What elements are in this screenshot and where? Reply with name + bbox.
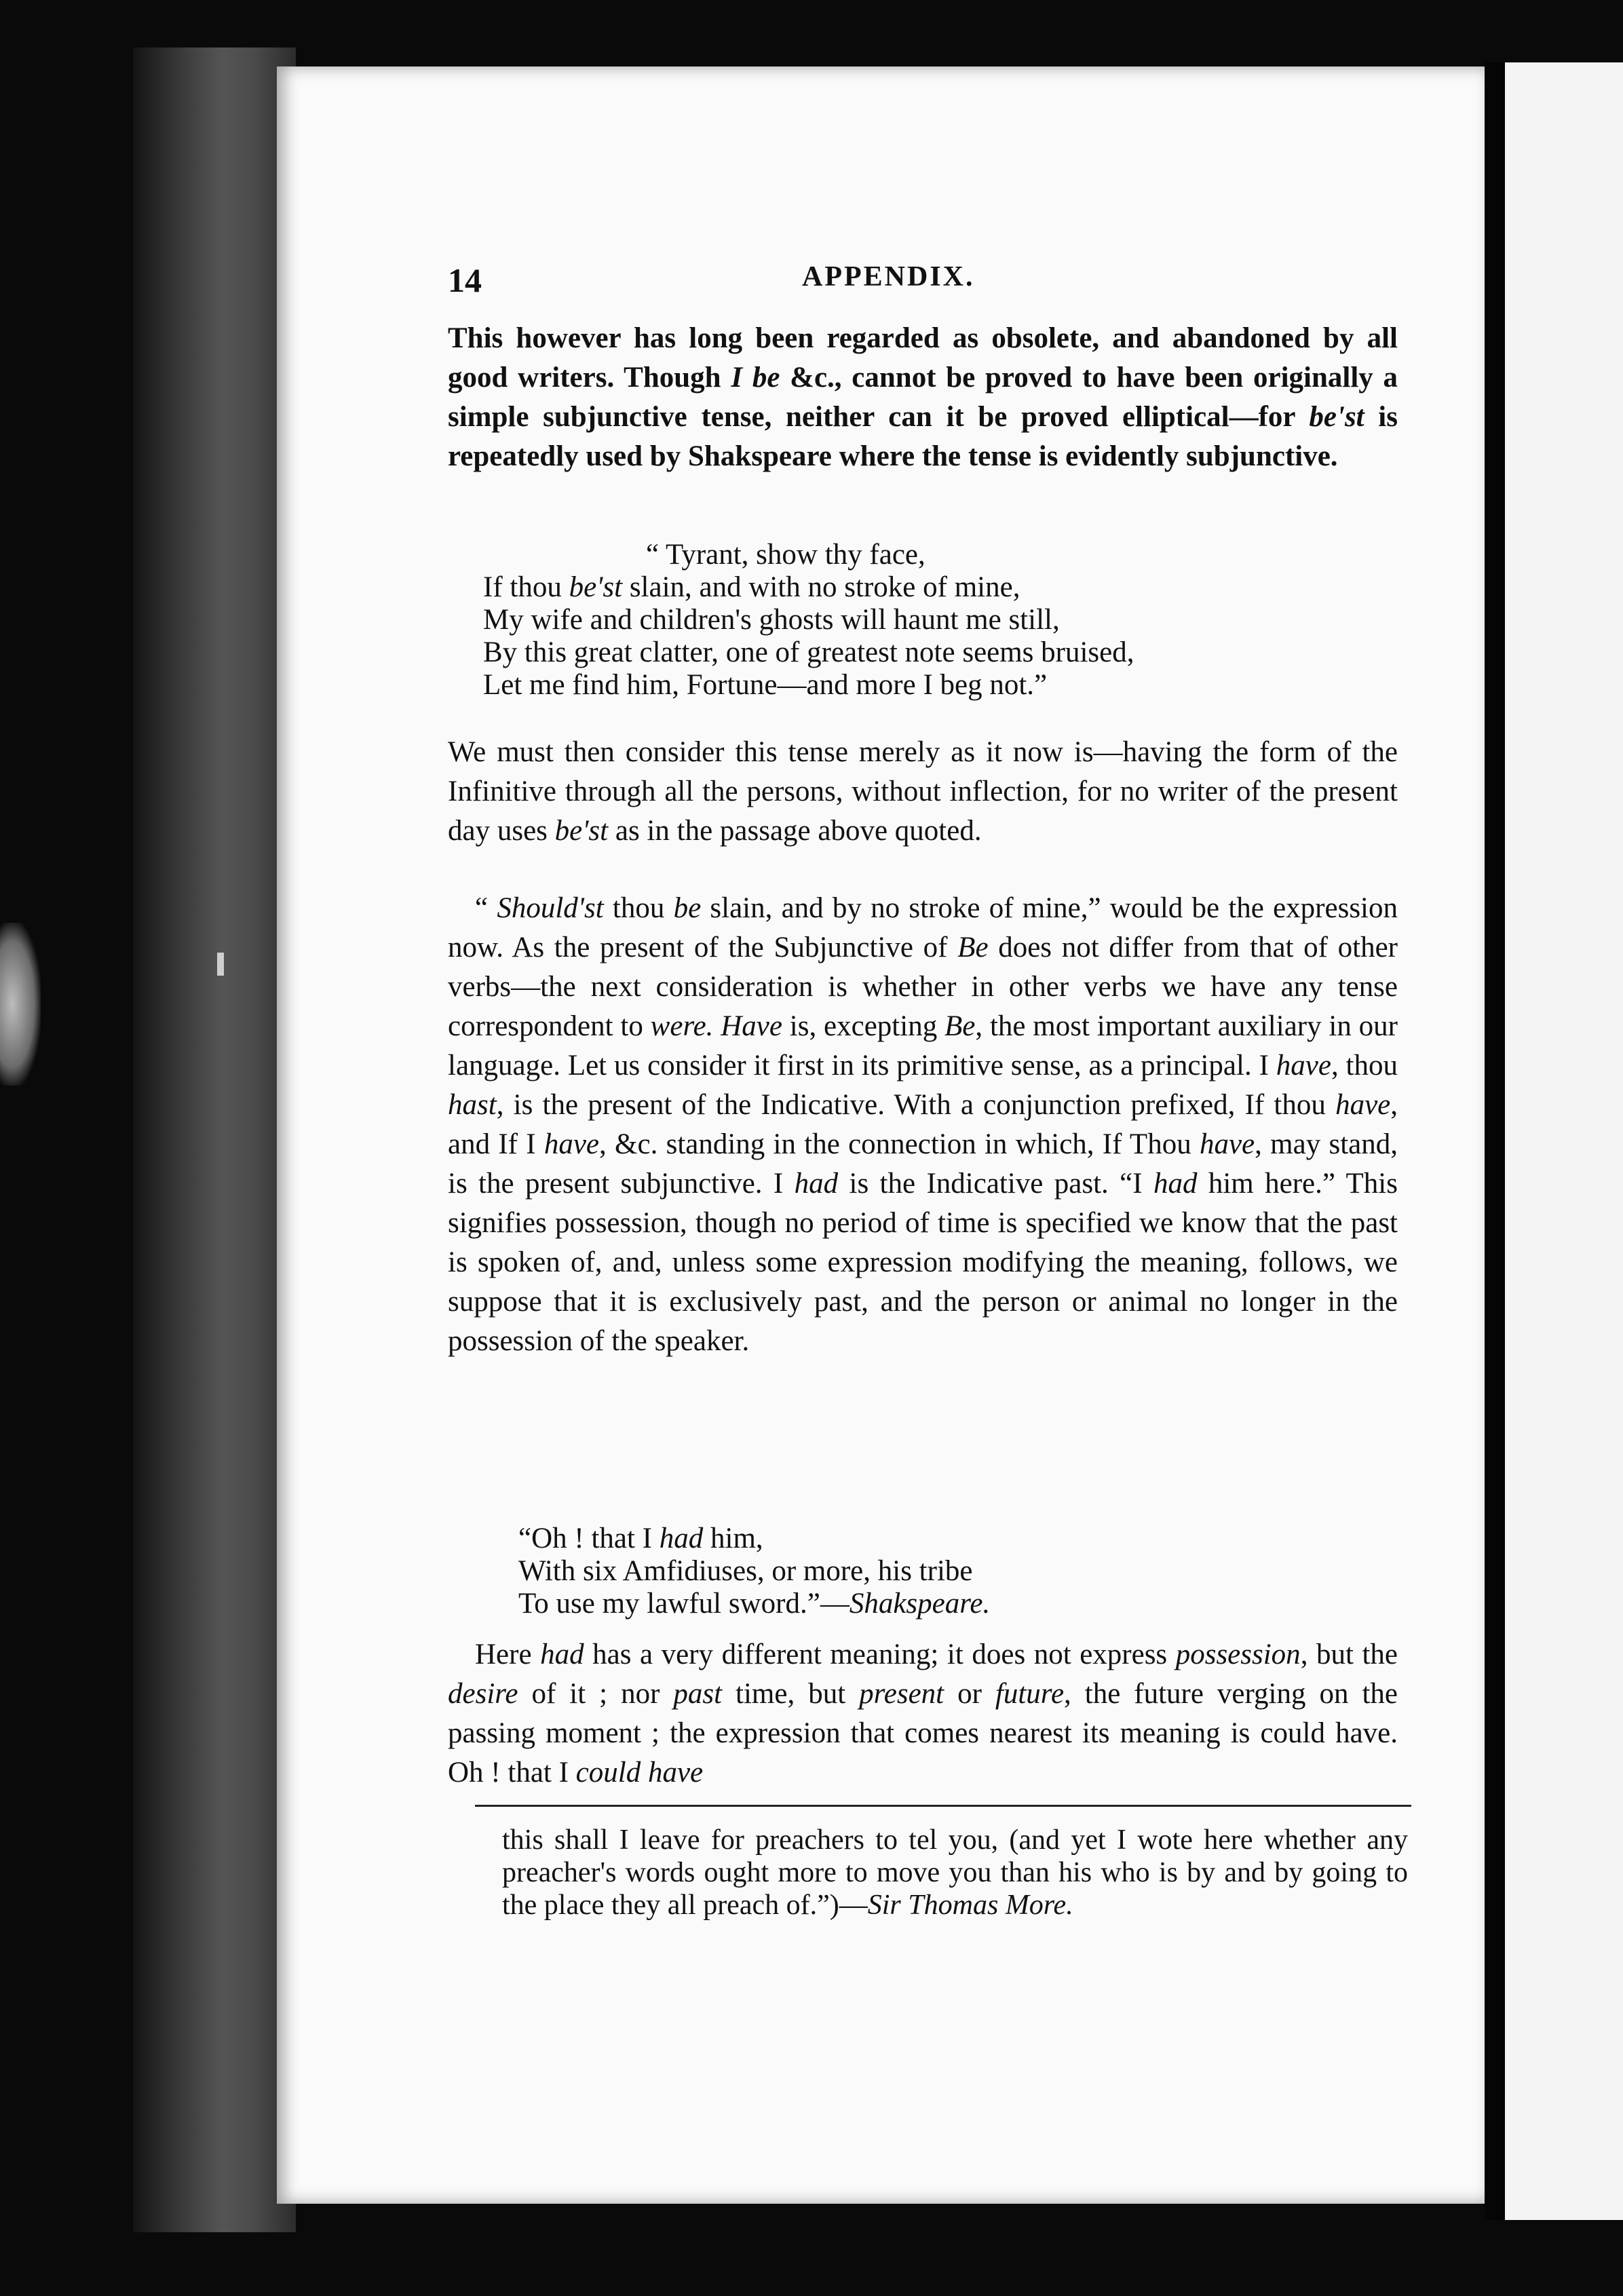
- text-run: is repeatedly used by Shakspeare where the tense is evidently subjunctive.: [448, 401, 1398, 472]
- text-run: “Oh ! that I: [518, 1523, 660, 1554]
- italic-run: have: [1199, 1128, 1255, 1160]
- text-run: of it ; nor: [518, 1678, 674, 1710]
- italic-run: have: [1335, 1089, 1391, 1121]
- text-run: , but the: [1300, 1639, 1398, 1670]
- text-run: is, excepting: [782, 1010, 945, 1042]
- italic-run: had: [1153, 1168, 1198, 1200]
- italic-run: Be: [944, 1010, 976, 1042]
- verse-line: With six Amfidiuses, or more, his tribe: [518, 1555, 973, 1587]
- italic-run: have: [1276, 1050, 1331, 1082]
- page-number: 14: [448, 261, 482, 299]
- verse-line: [518, 1588, 990, 1620]
- text-run: , the future verging on the passing moment ; the expression that comes nearest its meaning is could have. Oh ! that I: [448, 1678, 1398, 1788]
- text-run: thou: [603, 892, 674, 924]
- text-run: or: [944, 1678, 995, 1710]
- text-run: This however has long been regarded as obsolete, and abandoned by all good writers. Though: [448, 322, 1398, 394]
- italic-run: had: [540, 1639, 584, 1670]
- verse-quotation-1: [483, 539, 1134, 702]
- text-run: , thou: [1331, 1050, 1398, 1082]
- text-run: If thou: [483, 571, 569, 603]
- italic-run: Have: [721, 1010, 782, 1042]
- text-run: “: [475, 892, 497, 924]
- text-run: , the most important auxiliary in our language. Let us consider it first in its primitive sense, as a principal. I: [448, 1010, 1398, 1082]
- text-run: We must then consider this tense merely as it now is—having the form of the Infinitive through all the persons, without inflection, for no writer of the present day uses: [448, 736, 1398, 847]
- italic-run: had: [794, 1168, 839, 1200]
- paragraph-1: [448, 319, 1398, 476]
- italic-run: possession: [1175, 1639, 1301, 1670]
- text-run: , may stand, is the present subjunctive. I: [448, 1128, 1398, 1200]
- text-run: Here: [475, 1639, 541, 1670]
- verse-line: By this great clatter, one of greatest note seems bruised,: [483, 636, 1134, 668]
- italic-run: Shakspeare.: [849, 1588, 991, 1620]
- verse-line: [483, 571, 1134, 604]
- text-run: , &c. standing in the connection in which, If Thou: [599, 1128, 1200, 1160]
- text-run: time, but: [722, 1678, 860, 1710]
- verse-quotation-2: [518, 1523, 990, 1620]
- italic-run: be'st: [554, 815, 609, 847]
- italic-run: Sir Thomas More.: [867, 1890, 1073, 1921]
- text-run: &c., cannot be proved to have been originally a simple subjunctive tense, neither can it be proved elliptical—for: [448, 362, 1398, 433]
- italic-run: future: [995, 1678, 1065, 1710]
- text-run: as in the passage above quoted.: [608, 815, 982, 847]
- italic-run: had: [659, 1523, 704, 1554]
- footnote: [502, 1824, 1408, 1921]
- italic-run: were.: [650, 1010, 714, 1042]
- italic-run: past: [673, 1678, 723, 1710]
- paragraph-3: [448, 889, 1398, 1361]
- italic-run: I be: [731, 362, 780, 394]
- text-run: him,: [703, 1523, 763, 1554]
- running-head: APPENDIX.: [802, 261, 975, 292]
- italic-run: desire: [448, 1678, 518, 1710]
- italic-run: Should'st: [497, 892, 604, 924]
- italic-run: be: [673, 892, 702, 924]
- text-run: [713, 1010, 721, 1042]
- text-run: is the Indicative past. “I: [838, 1168, 1153, 1200]
- footnote-rule: [475, 1805, 1411, 1807]
- italic-run: have: [543, 1128, 600, 1160]
- italic-run: be'st: [1309, 401, 1364, 433]
- italic-run: hast: [448, 1089, 497, 1121]
- text-run: this shall I leave for preachers to tel you, (and yet I wote here whether any preacher's words ought more to move you than his who is by and by going to the place they all preach of.”)—: [502, 1824, 1408, 1921]
- verse-line: [518, 1523, 990, 1555]
- italic-run: be'st: [569, 571, 623, 603]
- text-run: slain, and by no stroke of mine,” would be the expression now. As the present of the Subjunctive of: [448, 892, 1398, 963]
- italic-run: could have: [575, 1757, 704, 1788]
- text-run: To use my lawful sword.”—: [518, 1588, 849, 1620]
- text-run: slain, and with no stroke of mine,: [622, 571, 1020, 603]
- text-run: , and If I: [448, 1089, 1398, 1160]
- paragraph-2: [448, 733, 1398, 851]
- verse-line: “ Tyrant, show thy face,: [646, 539, 925, 571]
- italic-run: present: [859, 1678, 944, 1710]
- text-run: has a very different meaning; it does not express: [584, 1639, 1176, 1670]
- text-run: him here.” This signifies possession, though no period of time is specified we know that the past is spoken of, and, unless some expression modifying the meaning, follows, we suppose that it is exclusively past, and the person or animal no longer in the possession of the speaker.: [448, 1168, 1398, 1357]
- italic-run: Be: [957, 932, 989, 963]
- verse-line: Let me find him, Fortune—and more I beg not.”: [483, 669, 1048, 701]
- text-run: , is the present of the Indicative. With a conjunction prefixed, If thou: [496, 1089, 1336, 1121]
- paragraph-4: [448, 1635, 1398, 1793]
- text-run: does not differ from that of other verbs—the next consideration is whether in other verbs we have any tense correspondent to: [448, 932, 1398, 1042]
- verse-line: My wife and children's ghosts will haunt me still,: [483, 604, 1060, 636]
